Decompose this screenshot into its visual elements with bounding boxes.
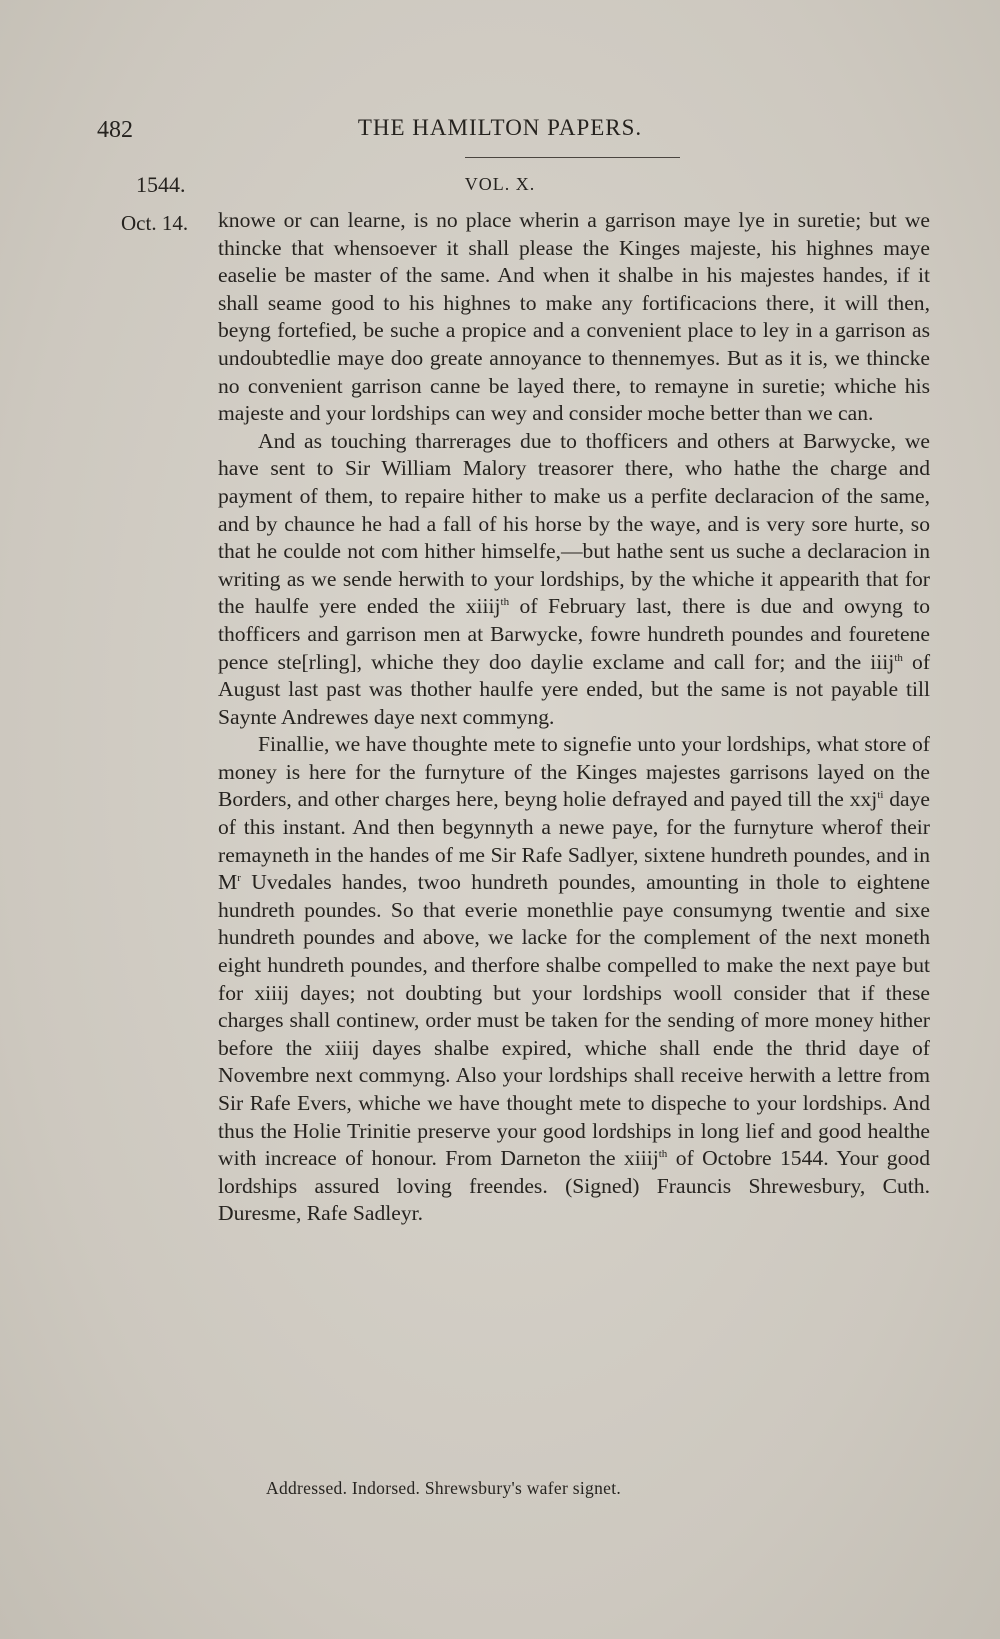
text-run: daye of this instant. And then begynnyth a newe paye, for the furnyture wherof their remayneth in the handes of me Sir Rafe Sadlyer, sixtene hundreth poundes, and in M xyxy=(218,787,930,895)
superscript: r xyxy=(237,872,241,885)
year-label: 1544. xyxy=(136,172,186,197)
text-run: of February last, there is due and owyng to thofficers and garrison men at Barwycke, fowre hundreth poundes and fouretene pence ste[rling], whiche they doo daylie exclame and call for; and the iiij xyxy=(218,594,931,674)
paragraph-2 xyxy=(218,428,930,732)
superscript: th xyxy=(894,651,903,664)
running-title: THE HAMILTON PAPERS. xyxy=(357,115,643,140)
volume-label: VOL. X. xyxy=(464,174,536,194)
letter-body xyxy=(218,207,930,1228)
superscript: ti xyxy=(877,789,884,802)
text-run: of August last past was thother haulfe yere ended, but the same is not payable till Saynte Andrewes daye next commyng. xyxy=(218,649,931,729)
text-run: Uvedales handes, twoo hundreth poundes, amounting in thole to eightene hundreth poundes. So that everie monethlie paye consumyng twentie and sixe hundreth poundes and above, we lacke for the complement of the next moneth eight hundreth poundes, and therfore shalbe compelled to make the next paye but for xiiij dayes; not doubting but your lordships wooll consider that if these charges shall continew, order must be taken for the sending of more money hither before the xiiij dayes shalbe expired, whiche shall ende the thrid daye of Novembre next commyng. Also your lordships shall receive herwith a lettre from Sir Rafe Evers, whiche we have thought mete to dispeche to your lordships. And thus the Holie Trinitie preserve your good lordships in long lief and good healthe with increace of honour. From Darneton the xiiij xyxy=(218,870,930,1171)
paragraph-3 xyxy=(218,731,930,1228)
superscript: th xyxy=(658,1148,668,1160)
text-run: And as touching tharrerages due to thofficers and others at Barwycke, we have sent to Sir William Malory treasorer there, who hathe the charge and payment of them, to repaire hither to make us a perfite declaracion of the same, and by chaunce he had a fall of his horse by the waye, and is very sore hurte, so that he coulde not com hither himselfe,—but hathe sent us suche a declaracion in writing as we sende herwith to your lordships, by the whiche it appearith that for the haulfe yere ended the xiiij xyxy=(218,428,930,619)
page-number: 482 xyxy=(97,117,133,143)
text-run: knowe or can learne, is no place wherin a garrison maye lye in suretie; but we thincke that whensoever it shall please the Kinges majeste, his highnes maye easelie be master of the same. And when it shalbe in his majestes handes, if it shall seame good to his highnes to make any fortificacions there, it will then, beyng fortefied, be suche a propice and a convenient place to ley in a garrison as undoubtedlie maye doo greate annoyance to thennemyes. But as it is, we thincke no convenient garrison canne be layed there, to remayne in suretie; whiche his majeste and your lordships can wey and consider moche better than we can. xyxy=(218,208,930,426)
margin-date: Oct. 14. xyxy=(121,211,189,235)
superscript: th xyxy=(500,596,510,609)
header-rule xyxy=(465,157,680,158)
endorsement-note: Addressed. Indorsed. Shrewsbury's wafer signet. xyxy=(266,1478,622,1498)
text-run: of Octobre 1544. Your good lordships assured loving freendes. (Signed) Frauncis Shrewesbury, Cuth. Duresme, Rafe Sadleyr. xyxy=(218,1146,930,1226)
paragraph-1 xyxy=(218,207,930,428)
text-run: Finallie, we have thoughte mete to signefie unto your lordships, what store of money is here for the furnyture of the Kinges majestes garrisons layed on the Borders, and other charges here, beyng holie defrayed and payed till the xxj xyxy=(218,732,930,812)
